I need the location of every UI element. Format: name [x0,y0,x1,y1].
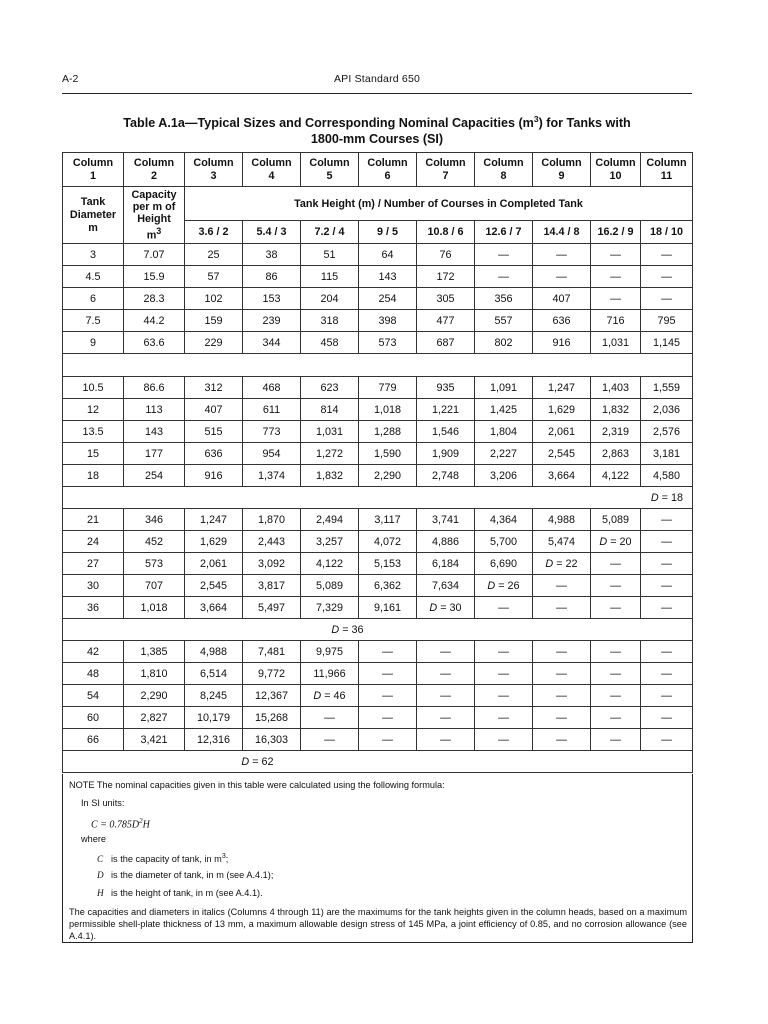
capacity-cell: 57 [185,266,243,288]
capacity-cell: — [591,288,641,310]
capacity-cell: — [641,266,693,288]
capacity-cell: — [591,244,641,266]
capacity-cell: 76 [417,244,475,266]
table-row [63,531,693,553]
capacity-cell: 1,221 [417,399,475,421]
capacity-cell: — [533,575,591,597]
capacity-cell: — [475,707,533,729]
height-course-header: 18 / 10 [641,221,693,244]
height-course-header: 3.6 / 2 [185,221,243,244]
height-course-header: 9 / 5 [359,221,417,244]
capacity-cell: 3,206 [475,465,533,487]
capacity-cell: — [591,553,641,575]
diameter-cell: 30 [63,575,124,597]
capacity-cell: 4,988 [185,641,243,663]
capacity-cell: D = 22 [533,553,591,575]
title-line2: 1800-mm Courses (SI) [310,132,444,147]
capacity-cell: — [533,244,591,266]
capacity-cell: 1,031 [591,332,641,354]
column-header: Column 9 [533,153,591,187]
capacity-per-m-cell: 113 [124,399,185,421]
capacity-cell: 1,804 [475,421,533,443]
capacity-cell: 4,988 [533,509,591,531]
capacity-cell: 344 [243,332,301,354]
capacity-cell: 3,092 [243,553,301,575]
capacity-cell: — [533,641,591,663]
spacer-row [63,354,693,377]
note-paragraph: The capacities and diameters in italics (Columns 4 through 11) are the maximums for the tank heights given in the column heads, based on a maximum permissible shell-plate thickness of 13 mm, a maximum allowable design stress of 145 MPa, a joint efficiency of 0.85, and no corrosion allowance (see A.4.1). [69,907,687,941]
column-header: Column 2 [124,153,185,187]
capacity-cell: — [641,685,693,707]
capacity-cell: 7,329 [301,597,359,619]
diameter-cell: 48 [63,663,124,685]
capacity-cell: 305 [417,288,475,310]
diameter-cell: 10.5 [63,377,124,399]
capacity-cell: 636 [533,310,591,332]
note-def-d: D is the diameter of tank, in m (see A.4.1); [97,870,274,880]
capacity-cell: — [641,729,693,751]
capacity-cell: 773 [243,421,301,443]
column-number-row [63,153,693,187]
header-rule [62,93,692,94]
capacity-cell: 9,772 [243,663,301,685]
capacity-cell: — [591,575,641,597]
capacity-cell: 9,161 [359,597,417,619]
capacity-cell: — [301,707,359,729]
capacity-cell: 468 [243,377,301,399]
capacity-per-m-cell: 1,385 [124,641,185,663]
capacity-per-m-cell: 7.07 [124,244,185,266]
table-row [63,663,693,685]
capacity-per-m-cell: 452 [124,531,185,553]
tank-height-header: Tank Height (m) / Number of Courses in Completed Tank [185,187,693,221]
capacity-cell: 5,497 [243,597,301,619]
column-header: Column 6 [359,153,417,187]
column-header: Column 5 [301,153,359,187]
capacity-cell: 1,546 [417,421,475,443]
table-row [63,377,693,399]
capacity-cell: 7,634 [417,575,475,597]
column-header: Column 1 [63,153,124,187]
table-row [63,399,693,421]
capacity-cell: 3,817 [243,575,301,597]
capacity-cell: 1,425 [475,399,533,421]
capacity-cell: 1,272 [301,443,359,465]
capacity-cell: 86 [243,266,301,288]
table-row [63,266,693,288]
capacity-cell: 2,494 [301,509,359,531]
note-intro: NOTE The nominal capacities given in this table were calculated using the following formula: [69,780,445,790]
capacity-cell: 3,181 [641,443,693,465]
height-course-header: 10.8 / 6 [417,221,475,244]
capacity-cell: — [417,729,475,751]
capacity-cell: 814 [301,399,359,421]
capacity-cell: — [417,685,475,707]
capacity-cell: 407 [185,399,243,421]
height-course-header: 12.6 / 7 [475,221,533,244]
capacity-per-m-cell: 2,290 [124,685,185,707]
capacity-cell: — [641,641,693,663]
height-course-header: 7.2 / 4 [301,221,359,244]
capacity-cell: 115 [301,266,359,288]
capacity-cell: 1,832 [301,465,359,487]
table-row [63,597,693,619]
note-formula: $C = 0.785D^2H$ [91,817,150,831]
capacity-cell: 1,288 [359,421,417,443]
capacity-cell: — [591,729,641,751]
capacity-cell: 10,179 [185,707,243,729]
diameter-cell: 66 [63,729,124,751]
table-title [62,111,692,147]
capacity-cell: 12,367 [243,685,301,707]
capacity-cell: 7,481 [243,641,301,663]
diameter-cell: 15 [63,443,124,465]
table-row [63,310,693,332]
diameter-cell: 13.5 [63,421,124,443]
column-header: Column 8 [475,153,533,187]
capacity-cell: 356 [475,288,533,310]
capacity-cell: — [641,553,693,575]
capacity-per-m-cell: 2,827 [124,707,185,729]
capacity-cell: — [641,575,693,597]
capacity-cell: 1,590 [359,443,417,465]
capacity-per-m-cell: 15.9 [124,266,185,288]
capacity-cell: 172 [417,266,475,288]
capacity-cell: 5,700 [475,531,533,553]
column-header: Column 11 [641,153,693,187]
diameter-cell: 27 [63,553,124,575]
table-row [63,553,693,575]
capacity-cell: 779 [359,377,417,399]
capacity-cell: 2,036 [641,399,693,421]
capacity-cell: — [641,663,693,685]
capacity-cell: 477 [417,310,475,332]
table-row [63,641,693,663]
capacity-cell: 38 [243,244,301,266]
column-header: Column 4 [243,153,301,187]
capacity-cell: 795 [641,310,693,332]
diameter-cell: 4.5 [63,266,124,288]
table-row [63,685,693,707]
capacity-per-m-cell: 143 [124,421,185,443]
capacity-cell: 1,374 [243,465,301,487]
capacity-cell: 2,545 [533,443,591,465]
capacity-cell: 15,268 [243,707,301,729]
capacity-cell: 1,629 [185,531,243,553]
capacity-cell: 2,061 [533,421,591,443]
diameter-cell: 18 [63,465,124,487]
capacity-cell: 102 [185,288,243,310]
note-si-units: In SI units: [81,798,125,808]
capacity-cell: 3,117 [359,509,417,531]
capacity-cell: 2,061 [185,553,243,575]
capacity-cell: 11,966 [301,663,359,685]
table-row [63,707,693,729]
table-row [63,332,693,354]
capacity-cell: 458 [301,332,359,354]
table-row [63,421,693,443]
capacity-header: Capacity per m of Height $m^3$ [124,187,185,244]
capacity-per-m-cell: 177 [124,443,185,465]
capacity-cell: 3,664 [185,597,243,619]
capacity-cell: 16,303 [243,729,301,751]
capacity-cell: 51 [301,244,359,266]
table-row [63,729,693,751]
capacity-cell: 64 [359,244,417,266]
capacity-cell: 8,245 [185,685,243,707]
capacity-per-m-cell: 254 [124,465,185,487]
capacity-cell: 916 [185,465,243,487]
capacity-cell: 6,514 [185,663,243,685]
capacity-cell: — [359,729,417,751]
capacity-cell: 5,089 [301,575,359,597]
capacity-per-m-cell: 1,810 [124,663,185,685]
capacity-cell: 6,690 [475,553,533,575]
capacity-cell: 407 [533,288,591,310]
capacity-cell: — [591,641,641,663]
capacity-per-m-cell: 573 [124,553,185,575]
capacity-cell: 1,629 [533,399,591,421]
capacity-cell: 312 [185,377,243,399]
capacity-cell: 611 [243,399,301,421]
capacity-cell: — [591,707,641,729]
diameter-cell: 9 [63,332,124,354]
capacity-cell: — [475,266,533,288]
table-row [63,575,693,597]
capacity-cell: 3,257 [301,531,359,553]
table-row [63,244,693,266]
capacity-cell: 254 [359,288,417,310]
height-course-header: 14.4 / 8 [533,221,591,244]
capacity-cell: 4,122 [591,465,641,487]
capacity-cell: 143 [359,266,417,288]
diameter-cell: 60 [63,707,124,729]
capacity-cell: 5,153 [359,553,417,575]
diameter-cell: 6 [63,288,124,310]
capacity-cell: 623 [301,377,359,399]
capacity-cell: 4,580 [641,465,693,487]
capacity-cell: 1,247 [185,509,243,531]
capacity-per-m-cell: 86.6 [124,377,185,399]
capacity-cell: — [533,663,591,685]
capacity-cell: 2,443 [243,531,301,553]
capacity-cell: 802 [475,332,533,354]
column-header: Column 10 [591,153,641,187]
table-row [63,288,693,310]
capacity-cell: 3,664 [533,465,591,487]
capacity-cell: — [641,597,693,619]
capacity-cell: D = 20 [591,531,641,553]
capacity-cell: 1,832 [591,399,641,421]
diameter-cell: 42 [63,641,124,663]
diameter-cell: 24 [63,531,124,553]
capacity-cell: 2,863 [591,443,641,465]
capacity-cell: 687 [417,332,475,354]
capacity-cell: — [641,707,693,729]
capacity-cell: 935 [417,377,475,399]
capacity-cell: — [475,729,533,751]
capacity-cell: 4,364 [475,509,533,531]
capacity-per-m-cell: 346 [124,509,185,531]
capacity-cell: — [417,641,475,663]
capacity-cell: D = 30 [417,597,475,619]
capacity-per-m-cell: 3,421 [124,729,185,751]
diameter-cell: 21 [63,509,124,531]
capacity-cell: 4,072 [359,531,417,553]
capacity-cell: 2,319 [591,421,641,443]
capacity-cell: 1,018 [359,399,417,421]
note-where: where [81,834,107,844]
column-header: Column 7 [417,153,475,187]
capacity-cell: — [359,663,417,685]
capacity-cell: 229 [185,332,243,354]
capacity-cell: 9,975 [301,641,359,663]
capacity-cell: 916 [533,332,591,354]
capacity-cell: 515 [185,421,243,443]
capacity-cell: 398 [359,310,417,332]
capacity-cell: — [533,729,591,751]
table-note [62,774,693,943]
title-text-end: ) for Tanks with [538,116,631,131]
capacity-cell: — [641,531,693,553]
capacity-cell: 1,145 [641,332,693,354]
capacity-cell: 2,290 [359,465,417,487]
capacity-per-m-cell: 63.6 [124,332,185,354]
capacity-cell: 3,741 [417,509,475,531]
capacity-cell: 573 [359,332,417,354]
capacity-cell: — [533,707,591,729]
height-course-header: 5.4 / 3 [243,221,301,244]
capacity-cell: — [533,597,591,619]
capacity-cell: 1,091 [475,377,533,399]
note-def-c: C is the capacity of tank, in $m^3$; [97,853,229,865]
capacity-cell: — [475,685,533,707]
capacity-cell: — [301,729,359,751]
capacity-cell: 2,545 [185,575,243,597]
capacity-cell: 1,403 [591,377,641,399]
capacity-per-m-cell: 28.3 [124,288,185,310]
capacity-cell: — [591,685,641,707]
capacity-cell: — [591,663,641,685]
capacity-cell: 636 [185,443,243,465]
note-def-h: H is the height of tank, in m (see A.4.1). [97,888,263,898]
diameter-cell: 7.5 [63,310,124,332]
page-id: A-2 [62,73,79,85]
capacity-per-m-cell: 1,018 [124,597,185,619]
capacity-cell: — [417,663,475,685]
diameter-limit-label: D = 36 [63,619,693,641]
diameter-limit-row [63,751,693,773]
capacity-cell: 318 [301,310,359,332]
height-course-header: 16.2 / 9 [591,221,641,244]
diameter-limit-label: D = 18 [63,487,693,509]
capacity-cell: 6,362 [359,575,417,597]
capacity-cell: 1,909 [417,443,475,465]
diameter-cell: 36 [63,597,124,619]
capacity-cell: 6,184 [417,553,475,575]
capacity-table [62,152,693,773]
capacity-cell: 5,474 [533,531,591,553]
capacity-cell: D = 46 [301,685,359,707]
capacity-per-m-cell: 44.2 [124,310,185,332]
diameter-limit-row [63,619,693,641]
capacity-cell: 159 [185,310,243,332]
capacity-cell: 153 [243,288,301,310]
capacity-cell: 12,316 [185,729,243,751]
capacity-cell: 4,886 [417,531,475,553]
title-text: Table A.1a—Typical Sizes and Corresponding Nominal Capacities (m [123,116,534,131]
capacity-cell: — [359,641,417,663]
table-row [63,509,693,531]
capacity-per-m-cell: 707 [124,575,185,597]
capacity-cell: 954 [243,443,301,465]
capacity-cell: 1,031 [301,421,359,443]
capacity-cell: 557 [475,310,533,332]
capacity-cell: — [533,266,591,288]
capacity-cell: — [359,707,417,729]
capacity-cell: 25 [185,244,243,266]
capacity-cell: — [533,685,591,707]
running-title: API Standard 650 [333,73,421,85]
capacity-cell: 1,559 [641,377,693,399]
table-row [63,465,693,487]
capacity-cell: 1,247 [533,377,591,399]
capacity-cell: — [641,244,693,266]
capacity-cell: 2,748 [417,465,475,487]
capacity-cell: — [475,663,533,685]
capacity-cell: — [475,641,533,663]
diameter-limit-row [63,487,693,509]
column-header: Column 3 [185,153,243,187]
capacity-cell: — [417,707,475,729]
label-row [63,187,693,221]
capacity-cell: — [591,597,641,619]
capacity-cell: 2,227 [475,443,533,465]
capacity-cell: — [475,597,533,619]
diameter-cell: 3 [63,244,124,266]
capacity-cell: 204 [301,288,359,310]
capacity-cell: 4,122 [301,553,359,575]
capacity-cell: — [475,244,533,266]
title-sup: 3 [533,114,539,124]
capacity-cell: 1,870 [243,509,301,531]
capacity-cell: — [641,288,693,310]
diameter-limit-label: D = 62 [63,751,693,773]
tank-diameter-header: Tank Diameter m [63,187,124,244]
capacity-cell: 239 [243,310,301,332]
capacity-cell: — [359,685,417,707]
table-row [63,443,693,465]
diameter-cell: 54 [63,685,124,707]
diameter-cell: 12 [63,399,124,421]
capacity-cell: 5,089 [591,509,641,531]
capacity-cell: — [641,509,693,531]
capacity-cell: — [591,266,641,288]
capacity-cell: D = 26 [475,575,533,597]
capacity-cell: 2,576 [641,421,693,443]
capacity-cell: 716 [591,310,641,332]
